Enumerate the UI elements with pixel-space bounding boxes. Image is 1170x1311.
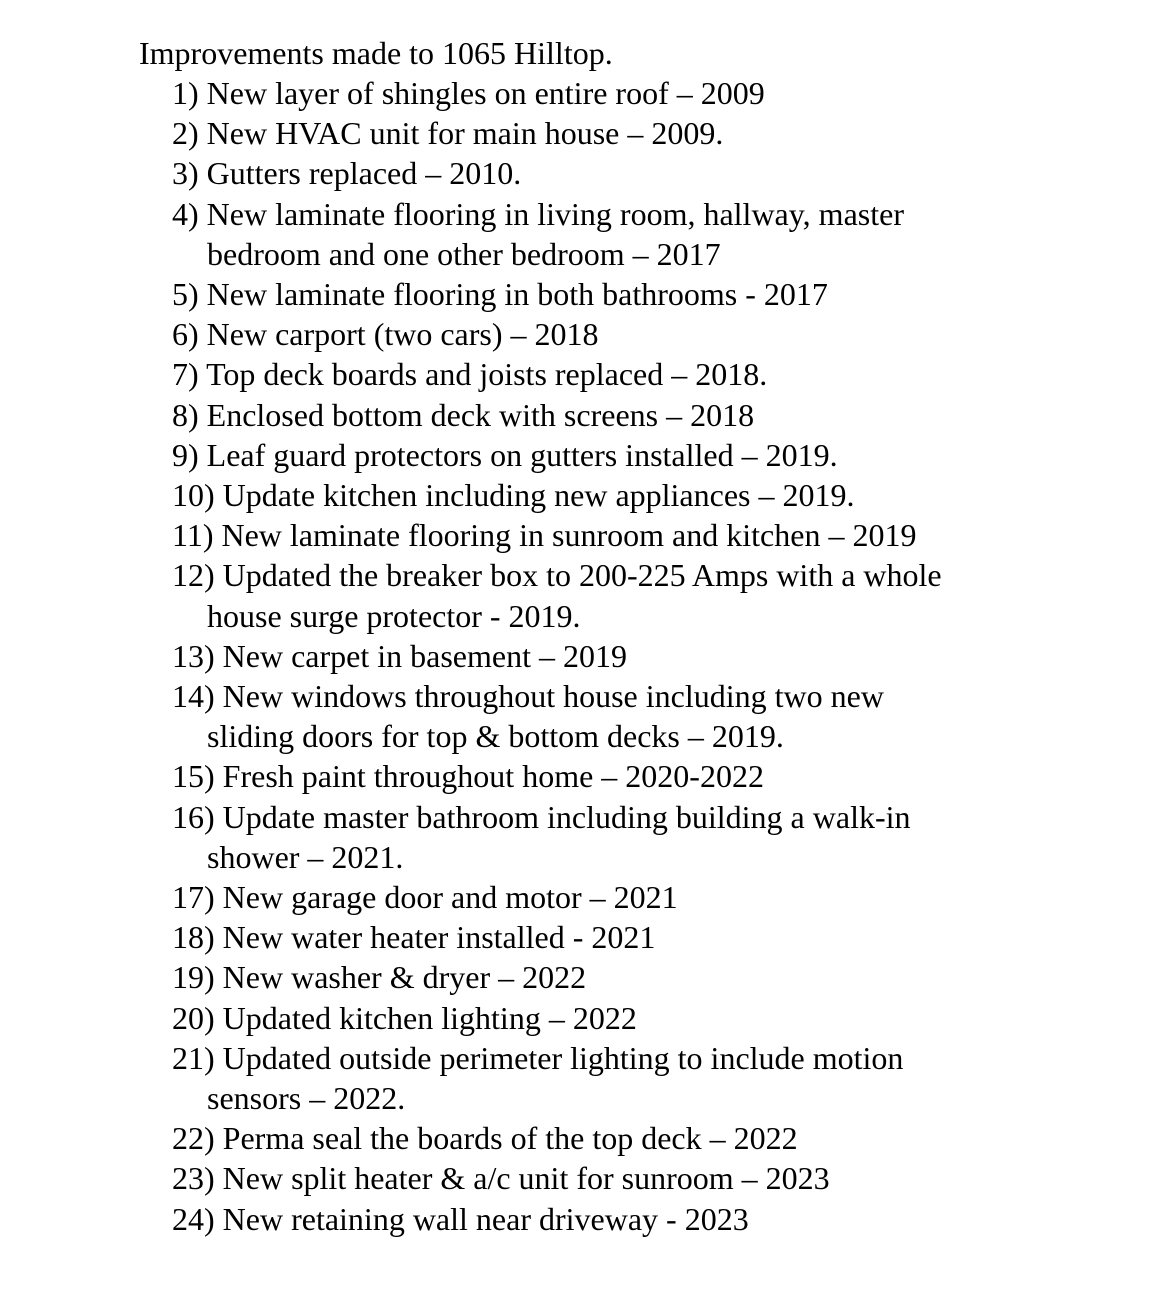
list-item — [172, 314, 1032, 354]
improvements-list — [172, 73, 1032, 1239]
list-item-text: 16) Update master bathroom including building a walk-in — [172, 798, 911, 835]
list-item — [172, 998, 1032, 1038]
list-item-text: 10) Update kitchen including new appliances – 2019. — [172, 477, 855, 514]
list-item — [172, 194, 1032, 274]
list-item — [172, 555, 1032, 635]
list-item-text: 22) Perma seal the boards of the top deck – 2022 — [172, 1120, 798, 1157]
list-item-text: 24) New retaining wall near driveway - 2023 — [172, 1200, 749, 1237]
list-item-text: 5) New laminate flooring in both bathrooms - 2017 — [172, 276, 828, 313]
list-item-continuation: sensors – 2022. — [207, 1080, 406, 1117]
list-item-text: 18) New water heater installed - 2021 — [172, 919, 656, 956]
list-item-text: 9) Leaf guard protectors on gutters installed – 2019. — [172, 436, 838, 473]
list-item — [172, 515, 1032, 555]
document-title: Improvements made to 1065 Hilltop. — [139, 35, 613, 71]
list-item-text: 7) Top deck boards and joists replaced – 2018. — [172, 356, 768, 393]
list-item-text: 8) Enclosed bottom deck with screens – 2018 — [172, 396, 755, 433]
list-item-text: 23) New split heater & a/c unit for sunroom – 2023 — [172, 1160, 830, 1197]
list-item — [172, 475, 1032, 515]
list-item-text: 13) New carpet in basement – 2019 — [172, 637, 627, 674]
list-item-text: 15) Fresh paint throughout home – 2020-2022 — [172, 758, 764, 795]
list-item-text: 11) New laminate flooring in sunroom and kitchen – 2019 — [172, 517, 917, 554]
list-item — [172, 274, 1032, 314]
list-item-continuation: bedroom and one other bedroom – 2017 — [207, 235, 721, 272]
list-item — [172, 676, 1032, 756]
list-item-continuation: sliding doors for top & bottom decks – 2019. — [207, 718, 784, 755]
list-item-text: 20) Updated kitchen lighting – 2022 — [172, 999, 637, 1036]
list-item — [172, 917, 1032, 957]
list-item — [172, 877, 1032, 917]
list-item — [172, 113, 1032, 153]
list-item — [172, 1158, 1032, 1198]
list-item — [172, 435, 1032, 475]
list-item-text: 2) New HVAC unit for main house – 2009. — [172, 115, 724, 152]
list-item — [172, 73, 1032, 113]
list-item-text: 12) Updated the breaker box to 200-225 Amps with a whole — [172, 557, 942, 594]
list-item — [172, 395, 1032, 435]
list-item-text: 19) New washer & dryer – 2022 — [172, 959, 587, 996]
list-item-continuation: shower – 2021. — [207, 838, 404, 875]
list-item-text: 1) New layer of shingles on entire roof – 2009 — [172, 75, 765, 111]
list-item — [172, 636, 1032, 676]
list-item — [172, 1199, 1032, 1239]
list-item — [172, 797, 1032, 877]
list-item-continuation: house surge protector - 2019. — [207, 597, 581, 634]
list-item-text: 17) New garage door and motor – 2021 — [172, 879, 678, 916]
list-item-text: 6) New carport (two cars) – 2018 — [172, 316, 599, 353]
list-item-text: 3) Gutters replaced – 2010. — [172, 155, 522, 192]
list-item-text: 14) New windows throughout house including two new — [172, 678, 884, 715]
list-item — [172, 354, 1032, 394]
list-item — [172, 756, 1032, 796]
list-item-text: 21) Updated outside perimeter lighting to include motion — [172, 1039, 904, 1076]
list-item-text: 4) New laminate flooring in living room, hallway, master — [172, 195, 904, 232]
list-item — [172, 957, 1032, 997]
list-item — [172, 1038, 1032, 1118]
list-item — [172, 153, 1032, 193]
list-item — [172, 1118, 1032, 1158]
